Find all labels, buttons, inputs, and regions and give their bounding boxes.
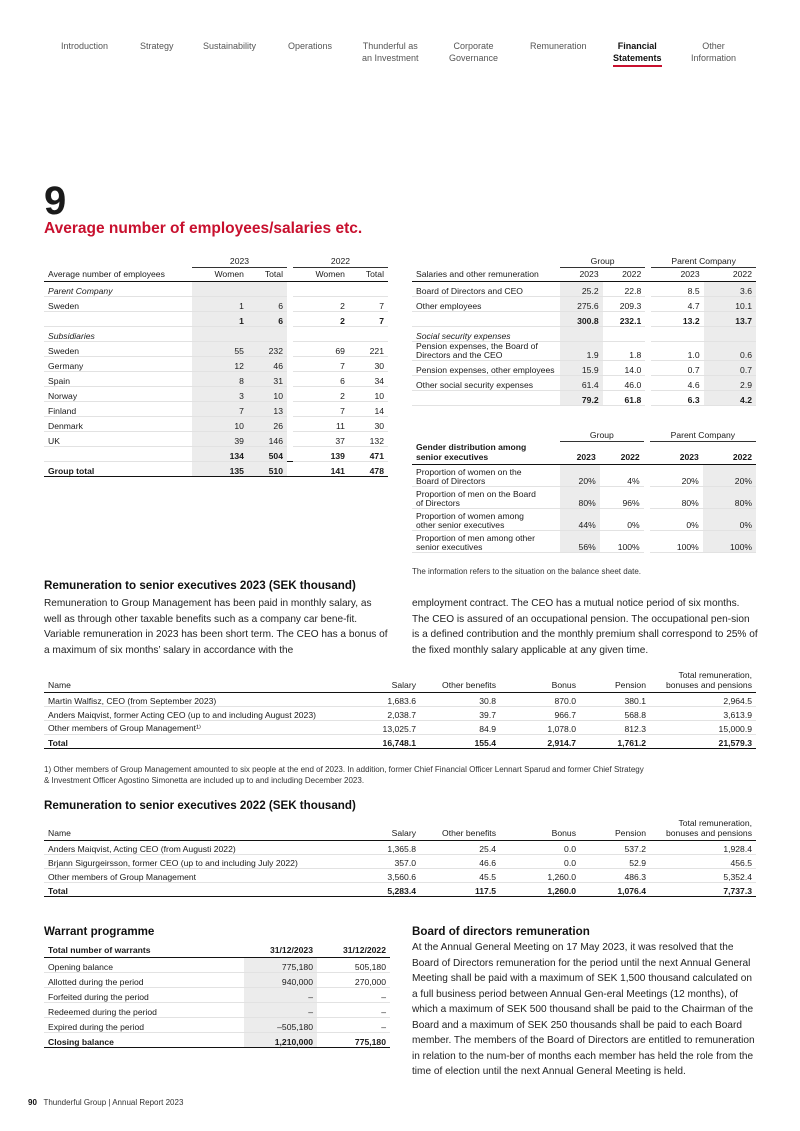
header-cell: Women bbox=[293, 268, 349, 282]
table-cell: Opening balance bbox=[44, 957, 244, 972]
table-cell: 221 bbox=[349, 342, 388, 357]
gender-distribution-table bbox=[412, 430, 756, 553]
table-cell: 26 bbox=[248, 417, 287, 432]
table-cell: 7 bbox=[293, 402, 349, 417]
table-cell: 0.7 bbox=[651, 361, 703, 376]
table-cell: 1,365.8 bbox=[340, 841, 420, 855]
nav-introduction[interactable]: Introduction bbox=[61, 41, 109, 51]
table-cell: 13 bbox=[248, 402, 287, 417]
table-cell: 2 bbox=[293, 297, 349, 312]
table-cell: 100% bbox=[703, 530, 756, 552]
table-cell: Other employees bbox=[412, 297, 560, 312]
table-cell: Redeemed during the period bbox=[44, 1002, 244, 1017]
table-cell: 1,078.0 bbox=[500, 721, 580, 735]
table-cell: 31 bbox=[248, 372, 287, 387]
header-cell: 2023 bbox=[560, 268, 603, 282]
table-cell: Closing balance bbox=[44, 1032, 244, 1047]
table-cell: 14.0 bbox=[603, 361, 646, 376]
table-cell: Pension expenses, the Board of Directors and the CEO bbox=[412, 342, 560, 361]
table-cell: 940,000 bbox=[244, 972, 317, 987]
table-cell: 471 bbox=[349, 447, 388, 462]
table-cell: 14 bbox=[349, 402, 388, 417]
parent-company-label: Parent Company bbox=[650, 430, 756, 442]
table-cell: 30 bbox=[349, 357, 388, 372]
table-cell: – bbox=[244, 1002, 317, 1017]
table-row bbox=[412, 327, 756, 342]
table-row bbox=[44, 883, 756, 897]
table-cell: 45.5 bbox=[420, 869, 500, 883]
table-cell: 270,000 bbox=[317, 972, 390, 987]
table-cell: 775,180 bbox=[317, 1032, 390, 1047]
table-cell: 7 bbox=[349, 312, 388, 327]
table-cell: 39.7 bbox=[420, 707, 500, 721]
table-cell: 5,352.4 bbox=[650, 869, 756, 883]
table-cell: 4.7 bbox=[651, 297, 703, 312]
table-cell: 146 bbox=[248, 432, 287, 447]
board-remuneration-heading: Board of directors remuneration bbox=[412, 925, 590, 938]
table-row bbox=[44, 432, 388, 447]
table-cell: 2.9 bbox=[704, 376, 756, 391]
nav-other-information[interactable]: Other Information bbox=[691, 41, 737, 63]
table-cell bbox=[349, 327, 388, 342]
table-cell: 1,761.2 bbox=[580, 735, 650, 749]
nav-remuneration[interactable]: Remuneration bbox=[530, 41, 587, 51]
table-cell: 30.8 bbox=[420, 693, 500, 707]
table-cell: 0.6 bbox=[704, 342, 756, 361]
table-cell: 1.9 bbox=[560, 342, 603, 361]
table-cell: 6 bbox=[293, 372, 349, 387]
nav-financial-statements[interactable]: Financial Statements bbox=[613, 40, 662, 67]
header-cell: 2023 bbox=[651, 268, 703, 282]
table-cell: 37 bbox=[293, 432, 349, 447]
table-row bbox=[44, 342, 388, 357]
table-cell: Anders Maiqvist, Acting CEO (from Augusti 2022) bbox=[44, 841, 340, 855]
table-row bbox=[44, 297, 388, 312]
nav-thunderful-investment[interactable]: Thunderful as an Investment bbox=[362, 41, 419, 63]
footer-text: Thunderful Group | Annual Report 2023 bbox=[43, 1098, 184, 1107]
table-cell: Proportion of men among other senior executives bbox=[412, 530, 560, 552]
table-cell: 96% bbox=[600, 486, 644, 508]
table-cell: 11 bbox=[293, 417, 349, 432]
table-cell: Allotted during the period bbox=[44, 972, 244, 987]
table-cell: 22.8 bbox=[603, 282, 646, 297]
employees-table bbox=[44, 256, 388, 477]
table-cell: Forfeited during the period bbox=[44, 987, 244, 1002]
table-cell: 0.0 bbox=[500, 841, 580, 855]
table-cell: 20% bbox=[703, 464, 756, 486]
table-cell: 504 bbox=[248, 447, 287, 462]
table-cell bbox=[44, 447, 192, 462]
table-row bbox=[44, 357, 388, 372]
table-cell: 69 bbox=[293, 342, 349, 357]
table-cell bbox=[293, 282, 349, 297]
table-row bbox=[44, 462, 388, 477]
table-row bbox=[44, 869, 756, 883]
table-cell: Sweden bbox=[44, 297, 192, 312]
header-cell: Total remuneration, bonuses and pensions bbox=[650, 818, 756, 841]
table-cell: 80% bbox=[560, 486, 600, 508]
table-cell: 46.0 bbox=[603, 376, 646, 391]
table-cell: 6 bbox=[248, 312, 287, 327]
table-cell: – bbox=[317, 1002, 390, 1017]
table-cell: 505,180 bbox=[317, 957, 390, 972]
parent-company-label: Parent Company bbox=[651, 256, 756, 268]
table-cell: 2,914.7 bbox=[500, 735, 580, 749]
table-cell: Brjann Sigurgeirsson, former CEO (up to and including July 2022) bbox=[44, 855, 340, 869]
table-cell: 84.9 bbox=[420, 721, 500, 735]
table-cell: 1,683.6 bbox=[340, 693, 420, 707]
remuneration-2023-text-left: Remuneration to Group Management has been paid in monthly salary, as well as through other taxable benefits such as a company car bene-fit. Variable remuneration in 2023 has been short term. The CEO has a bonus of a maximum of six months’ salary in accordance with the bbox=[44, 598, 388, 656]
table-cell: 135 bbox=[192, 462, 248, 477]
table-cell: 0% bbox=[650, 508, 703, 530]
nav-operations[interactable]: Operations bbox=[288, 41, 333, 51]
table-cell: Spain bbox=[44, 372, 192, 387]
table-cell: 4.2 bbox=[704, 391, 756, 406]
table-cell: 3,613.9 bbox=[650, 707, 756, 721]
table-row bbox=[44, 1032, 390, 1047]
table-cell: 155.4 bbox=[420, 735, 500, 749]
table-cell: 478 bbox=[349, 462, 388, 477]
table-cell bbox=[412, 312, 560, 327]
table-cell: 117.5 bbox=[420, 883, 500, 897]
table-cell: 132 bbox=[349, 432, 388, 447]
table-cell: 13.2 bbox=[651, 312, 703, 327]
table-cell: 486.3 bbox=[580, 869, 650, 883]
nav-sustainability[interactable]: Sustainability bbox=[203, 41, 257, 51]
table-cell: Germany bbox=[44, 357, 192, 372]
table-cell: – bbox=[317, 1017, 390, 1032]
table-cell: – bbox=[244, 987, 317, 1002]
table-cell: 510 bbox=[248, 462, 287, 477]
table-cell: 134 bbox=[192, 447, 248, 462]
header-cell: Pension bbox=[580, 670, 650, 693]
table-cell: 1,260.0 bbox=[500, 883, 580, 897]
table-cell: Finland bbox=[44, 402, 192, 417]
table-cell: 775,180 bbox=[244, 957, 317, 972]
header-cell: 2023 bbox=[650, 442, 703, 465]
table-cell: 1,076.4 bbox=[580, 883, 650, 897]
table-cell: 456.5 bbox=[650, 855, 756, 869]
table-cell: 4% bbox=[600, 464, 644, 486]
page-title: Average number of employees/salaries etc. bbox=[44, 220, 363, 237]
remuneration-2022-heading: Remuneration to senior executives 2022 (SEK thousand) bbox=[44, 799, 356, 812]
table-row bbox=[44, 282, 388, 297]
table-row bbox=[412, 342, 756, 361]
table-cell: 34 bbox=[349, 372, 388, 387]
table-row bbox=[44, 841, 756, 855]
table-cell: 7 bbox=[192, 402, 248, 417]
table-cell: Group total bbox=[44, 462, 192, 477]
table-row bbox=[44, 855, 756, 869]
table-cell: 966.7 bbox=[500, 707, 580, 721]
table-cell: 100% bbox=[600, 530, 644, 552]
table-cell: 25.2 bbox=[560, 282, 603, 297]
table-row bbox=[412, 391, 756, 406]
table-cell: 870.0 bbox=[500, 693, 580, 707]
table-cell: 30 bbox=[349, 417, 388, 432]
table-cell: 3 bbox=[192, 387, 248, 402]
header-cell: Salary bbox=[340, 670, 420, 693]
table-cell: 0% bbox=[600, 508, 644, 530]
header-cell: Pension bbox=[580, 818, 650, 841]
table-cell: 8 bbox=[192, 372, 248, 387]
table-cell: 0.7 bbox=[704, 361, 756, 376]
group-label: Group bbox=[560, 256, 645, 268]
header-cell: Women bbox=[192, 268, 248, 282]
table-cell: Subsidiaries bbox=[44, 327, 192, 342]
table-cell: Expired during the period bbox=[44, 1017, 244, 1032]
table-cell: Social security expenses bbox=[412, 327, 560, 342]
remuneration-2023-footnote: 1) Other members of Group Management amounted to six people at the end of 2023. In addition, former Chief Financial Officer Lennart Sparud and former Chief Strategy & Investment Officer Agostino Simonetta are included up to and including December 2023. bbox=[44, 765, 644, 785]
table-cell: Proportion of men on the Board of Directors bbox=[412, 486, 560, 508]
table-row bbox=[44, 402, 388, 417]
table-row bbox=[44, 1002, 390, 1017]
table-row bbox=[44, 735, 756, 749]
warrant-heading: Warrant programme bbox=[44, 925, 155, 938]
header-cell: 2022 bbox=[703, 442, 756, 465]
table-cell: 61.4 bbox=[560, 376, 603, 391]
header-cell: Bonus bbox=[500, 818, 580, 841]
gender-footnote: The information refers to the situation on the balance sheet date. bbox=[412, 567, 642, 576]
table-cell: 13.7 bbox=[704, 312, 756, 327]
table-cell: 380.1 bbox=[580, 693, 650, 707]
table-cell: 44% bbox=[560, 508, 600, 530]
table-cell: 5,283.4 bbox=[340, 883, 420, 897]
table-cell: 300.8 bbox=[560, 312, 603, 327]
header-cell: Bonus bbox=[500, 670, 580, 693]
table-row bbox=[44, 387, 388, 402]
table-cell: 6.3 bbox=[651, 391, 703, 406]
header-cell: Total bbox=[248, 268, 287, 282]
table-cell: 232 bbox=[248, 342, 287, 357]
table-row bbox=[44, 693, 756, 707]
header-cell: Gender distribution among senior executives bbox=[412, 442, 560, 465]
header-cell: Other benefits bbox=[420, 818, 500, 841]
header-cell: 2022 bbox=[704, 268, 756, 282]
table-cell: 0% bbox=[703, 508, 756, 530]
table-row bbox=[44, 327, 388, 342]
table-row bbox=[412, 376, 756, 391]
header-cell: 2022 bbox=[603, 268, 646, 282]
table-row bbox=[412, 312, 756, 327]
table-cell bbox=[412, 391, 560, 406]
table-cell: 3.6 bbox=[704, 282, 756, 297]
table-cell: 3,560.6 bbox=[340, 869, 420, 883]
table-cell: 10 bbox=[192, 417, 248, 432]
table-cell: 20% bbox=[560, 464, 600, 486]
table-cell: 20% bbox=[650, 464, 703, 486]
table-cell bbox=[651, 327, 703, 342]
table-cell: 6 bbox=[248, 297, 287, 312]
header-cell: Salaries and other remuneration bbox=[412, 268, 560, 282]
page-number: 90 bbox=[28, 1098, 37, 1107]
table-cell: 61.8 bbox=[603, 391, 646, 406]
table-row bbox=[412, 508, 756, 530]
table-cell: 7 bbox=[349, 297, 388, 312]
table-cell bbox=[248, 282, 287, 297]
table-cell: 10 bbox=[349, 387, 388, 402]
table-cell: 21,579.3 bbox=[650, 735, 756, 749]
table-cell: UK bbox=[44, 432, 192, 447]
table-cell: 15,000.9 bbox=[650, 721, 756, 735]
remuneration-2023-heading: Remuneration to senior executives 2023 (SEK thousand) bbox=[44, 579, 356, 592]
nav-strategy[interactable]: Strategy bbox=[140, 41, 174, 51]
table-cell: 812.3 bbox=[580, 721, 650, 735]
table-cell: 139 bbox=[293, 447, 349, 462]
table-row bbox=[44, 417, 388, 432]
salaries-table bbox=[412, 256, 756, 406]
table-row bbox=[44, 372, 388, 387]
table-row bbox=[412, 297, 756, 312]
table-cell: Anders Maiqvist, former Acting CEO (up to and including August 2023) bbox=[44, 707, 340, 721]
table-cell: 10 bbox=[248, 387, 287, 402]
table-row bbox=[412, 361, 756, 376]
table-cell: 55 bbox=[192, 342, 248, 357]
warrant-table bbox=[44, 941, 390, 1048]
table-cell: 275.6 bbox=[560, 297, 603, 312]
table-cell bbox=[44, 312, 192, 327]
table-cell: Denmark bbox=[44, 417, 192, 432]
table-cell: Other social security expenses bbox=[412, 376, 560, 391]
remuneration-2023-table bbox=[44, 670, 756, 749]
header-cell: Name bbox=[44, 818, 340, 841]
table-cell: Board of Directors and CEO bbox=[412, 282, 560, 297]
table-cell: 25.4 bbox=[420, 841, 500, 855]
note-number: 9 bbox=[44, 179, 66, 223]
table-cell: 46.6 bbox=[420, 855, 500, 869]
table-cell: 232.1 bbox=[603, 312, 646, 327]
year-2022-label: 2022 bbox=[293, 256, 388, 268]
table-cell: Norway bbox=[44, 387, 192, 402]
header-cell: Total bbox=[349, 268, 388, 282]
table-cell: Parent Company bbox=[44, 282, 192, 297]
table-cell: 2 bbox=[293, 387, 349, 402]
header-cell: Salary bbox=[340, 818, 420, 841]
board-remuneration-text: At the Annual General Meeting on 17 May 2023, it was resolved that the Board of Directors remuneration for the period until the next Annual General Meeting shall be paid with a maximum of SEK 1,500 thousand calculated on a full business period between Annual Gen-eral Meetings (12 months), of which a maximum of SEK 500 thousand shall be paid to the Chairman of the Board and a maximum of SEK 250 thousands shall be paid to each Board member. The members of the Board of Directors are entitled to remuneration in relation to the num-ber of months each member has held the role from the time of election until the next Annual General Meeting is held. bbox=[412, 942, 755, 1077]
table-cell bbox=[704, 327, 756, 342]
table-cell: 141 bbox=[293, 462, 349, 477]
table-cell: –505,180 bbox=[244, 1017, 317, 1032]
header-cell: Average number of employees bbox=[44, 268, 192, 282]
table-cell: 2,038.7 bbox=[340, 707, 420, 721]
table-cell: 80% bbox=[650, 486, 703, 508]
table-cell: 1,928.4 bbox=[650, 841, 756, 855]
table-cell: Proportion of women on the Board of Directors bbox=[412, 464, 560, 486]
table-row bbox=[412, 282, 756, 297]
table-cell: Pension expenses, other employees bbox=[412, 361, 560, 376]
top-navigation bbox=[44, 40, 756, 80]
remuneration-2022-table bbox=[44, 818, 756, 897]
table-cell: Sweden bbox=[44, 342, 192, 357]
table-cell: – bbox=[317, 987, 390, 1002]
table-cell: 10.1 bbox=[704, 297, 756, 312]
table-cell: 4.6 bbox=[651, 376, 703, 391]
table-cell: 52.9 bbox=[580, 855, 650, 869]
table-cell: 46 bbox=[248, 357, 287, 372]
table-cell bbox=[560, 327, 603, 342]
table-cell: 568.8 bbox=[580, 707, 650, 721]
header-cell: 31/12/2022 bbox=[317, 941, 390, 957]
nav-corporate-governance[interactable]: Corporate Governance bbox=[449, 41, 499, 63]
header-cell: 2023 bbox=[560, 442, 600, 465]
table-cell: 39 bbox=[192, 432, 248, 447]
table-cell: 1.0 bbox=[651, 342, 703, 361]
remuneration-2023-text-right: employment contract. The CEO has a mutual notice period of six months. The CEO is assured of an occupational pension. The occupational pen-sion is a defined contribution and the monthly premium shall correspond to 25% of the fixed monthly salary applicable at any given time. bbox=[412, 598, 758, 656]
table-row bbox=[44, 312, 388, 327]
header-cell: Total number of warrants bbox=[44, 941, 244, 957]
table-cell bbox=[248, 327, 287, 342]
table-row bbox=[412, 464, 756, 486]
table-cell: 13,025.7 bbox=[340, 721, 420, 735]
table-row bbox=[44, 1017, 390, 1032]
table-cell: 7 bbox=[293, 357, 349, 372]
table-cell: Proportion of women among other senior executives bbox=[412, 508, 560, 530]
table-cell: 1,260.0 bbox=[500, 869, 580, 883]
table-cell: 537.2 bbox=[580, 841, 650, 855]
table-cell: 1.8 bbox=[603, 342, 646, 361]
table-cell bbox=[603, 327, 646, 342]
header-cell: 2022 bbox=[600, 442, 644, 465]
table-cell: 7,737.3 bbox=[650, 883, 756, 897]
table-cell: 2 bbox=[293, 312, 349, 327]
header-cell: 31/12/2023 bbox=[244, 941, 317, 957]
table-cell: 0.0 bbox=[500, 855, 580, 869]
year-2023-label: 2023 bbox=[192, 256, 287, 268]
table-row bbox=[44, 972, 390, 987]
table-cell: 357.0 bbox=[340, 855, 420, 869]
table-cell: 1,210,000 bbox=[244, 1032, 317, 1047]
table-cell: 100% bbox=[650, 530, 703, 552]
table-cell bbox=[192, 282, 248, 297]
table-cell: 56% bbox=[560, 530, 600, 552]
table-cell: Total bbox=[44, 883, 340, 897]
table-cell: 15.9 bbox=[560, 361, 603, 376]
table-row bbox=[44, 447, 388, 462]
table-cell: 80% bbox=[703, 486, 756, 508]
table-cell bbox=[293, 327, 349, 342]
table-cell: 79.2 bbox=[560, 391, 603, 406]
table-cell: Total bbox=[44, 735, 340, 749]
table-cell: Other members of Group Management bbox=[44, 869, 340, 883]
header-cell: Other benefits bbox=[420, 670, 500, 693]
table-cell: 1 bbox=[192, 297, 248, 312]
table-cell: 12 bbox=[192, 357, 248, 372]
table-cell: 2,964.5 bbox=[650, 693, 756, 707]
table-cell: Other members of Group Management¹⁾ bbox=[44, 721, 340, 735]
page-footer bbox=[28, 1098, 183, 1107]
table-cell: Martin Walfisz, CEO (from September 2023) bbox=[44, 693, 340, 707]
table-cell bbox=[349, 282, 388, 297]
table-cell: 209.3 bbox=[603, 297, 646, 312]
group-label: Group bbox=[560, 430, 644, 442]
table-cell bbox=[192, 327, 248, 342]
table-cell: 8.5 bbox=[651, 282, 703, 297]
header-cell: Total remuneration, bonuses and pensions bbox=[650, 670, 756, 693]
header-cell: Name bbox=[44, 670, 340, 693]
table-cell: 16,748.1 bbox=[340, 735, 420, 749]
table-row bbox=[44, 721, 756, 735]
table-cell: 1 bbox=[192, 312, 248, 327]
table-row bbox=[44, 987, 390, 1002]
table-row bbox=[412, 486, 756, 508]
table-row bbox=[412, 530, 756, 552]
table-row bbox=[44, 707, 756, 721]
table-row bbox=[44, 957, 390, 972]
